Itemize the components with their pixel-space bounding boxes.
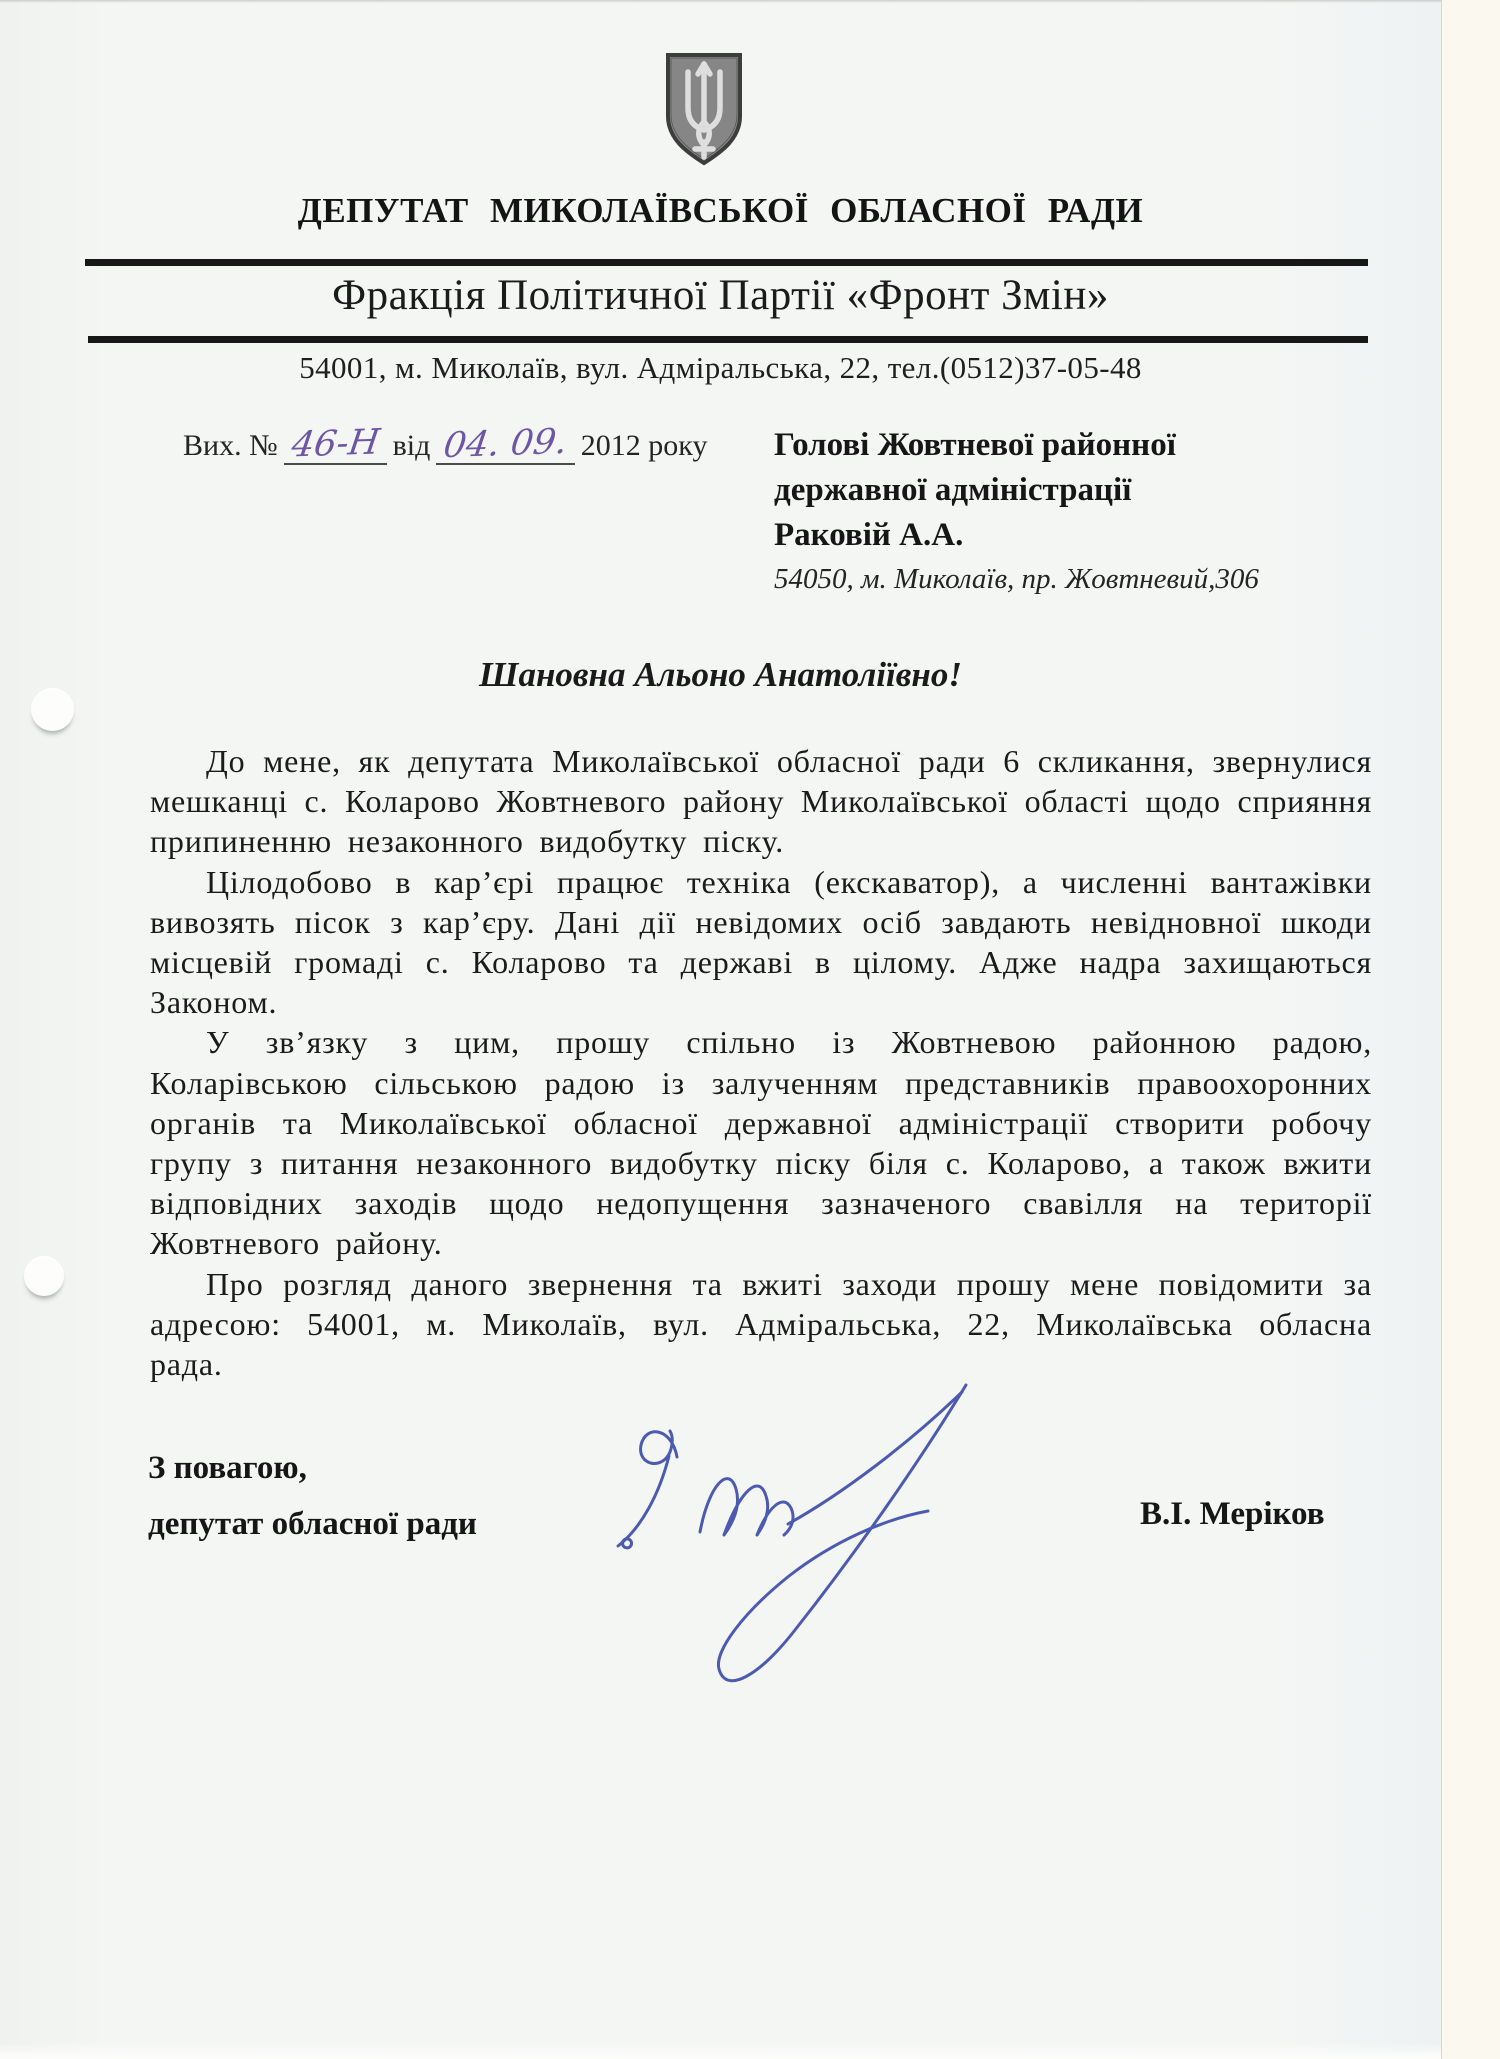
body-paragraph-1: До мене, як депутата Миколаївської обласної ради 6 скликання, звернулися мешканці с. Коларово Жовтневого району Миколаївської області щодо сприяння припиненню незаконного видобутку піску. [150,743,1372,860]
letterhead-fraction: Фракція Політичної Партії «Фронт Змін» [332,272,1109,319]
recipient-line-1: Голові Жовтневої районної [774,427,1176,463]
letterhead-rule-bottom [88,336,1368,343]
letterhead-address: 54001, м. Миколаїв, вул. Адміральська, 22, тел.(0512)37-05-48 [299,350,1142,385]
reference-vid-label: від [392,429,431,462]
body-paragraph-2: Цілодобово в кар’єрі працює техніка (екскаватор), а численні вантажівки вивозять пісок з кар’єру. Дані дії невідомих осіб завдають невідновної шкоди місцевій громаді с. Коларово та державі в цілому. Адже надра захищаються Законом. [150,863,1372,1021]
recipient-line-3: Раковій А.А. [774,517,964,553]
recipient-address: 54050, м. Миколаїв, пр. Жовтневий,306 [774,563,1259,595]
ukraine-trident-emblem-icon [661,50,747,169]
closing-line-2: депутат обласної ради [148,1506,477,1542]
letterhead-rule-top [85,259,1368,266]
closing-block [148,1440,477,1552]
reference-date-blank [436,421,574,467]
reference-date-handwritten: 04. 09. [441,421,571,467]
letter-body [150,741,1372,1384]
closing-line-1: З повагою, [148,1450,307,1486]
scanner-background-strip [1442,0,1500,2059]
reference-number-blank [284,422,387,466]
reference-number-handwritten: 46-Н [288,422,382,466]
salutation: Шановна Альоно Анатоліївно! [479,655,962,694]
body-paragraph-3: У зв’язку з цим, прошу спільно із Жовтневою районною радою, Коларівською сільською радою із залученням представників правоохоронних органів та Миколаївської обласної державної адміністрації створити робочу групу з питання незаконного видобутку піску біля с. Коларово, а також вжити відповідних заходів щодо недопущення зазначеного свавілля на території Жовтневого району. [150,1024,1372,1262]
reference-line [183,421,708,467]
reference-year: 2012 року [580,429,708,462]
body-paragraph-4: Про розгляд даного звернення та вжиті заходи прошу мене повідомити за адресою: 54001, м. Миколаїв, вул. Адміральська, 22, Миколаївська обласна рада. [150,1265,1372,1383]
signatory-name: В.І. Меріков [1140,1496,1325,1532]
handwritten-signature-icon [552,1372,988,1708]
hole-punch-bottom [24,1256,64,1296]
letterhead-title: ДЕПУТАТ МИКОЛАЇВСЬКОЇ ОБЛАСНОЇ РАДИ [297,191,1144,230]
reference-prefix: Вих. № [183,429,278,462]
recipient-line-2: державної адміністрації [774,472,1132,508]
recipient-block [774,423,1259,600]
